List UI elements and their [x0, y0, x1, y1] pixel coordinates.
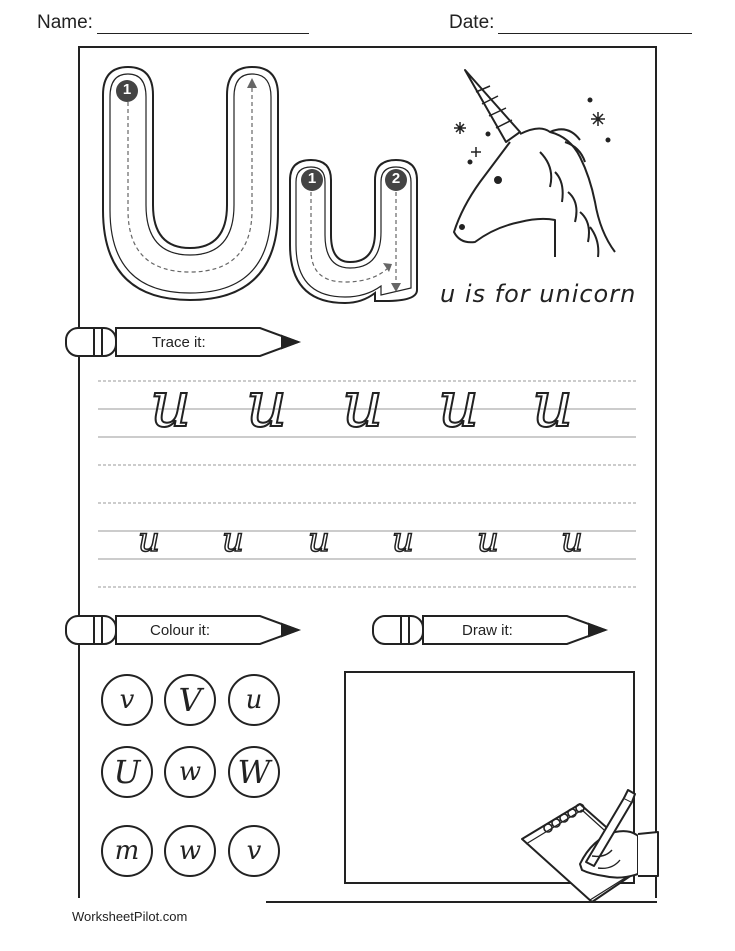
letter-bubble[interactable] [164, 746, 216, 798]
trace-letter[interactable]: u [438, 368, 480, 442]
name-label: Name: [37, 12, 93, 33]
letter-bubble[interactable] [101, 746, 153, 798]
trace-letter[interactable]: u [308, 520, 330, 560]
letter-bubble[interactable] [228, 825, 280, 877]
bubble-letter: U [113, 753, 141, 791]
letter-bubble[interactable] [228, 746, 280, 798]
bubble-letter: w [178, 836, 202, 866]
date-label: Date: [449, 12, 495, 33]
bubble-letter: V [178, 681, 202, 719]
bubble-letter: m [114, 836, 140, 866]
section-trace-label: Trace it: [152, 334, 206, 351]
letter-bubble[interactable] [101, 825, 153, 877]
footer-brand: WorksheetPilot.com [72, 909, 188, 924]
section-colour-label: Colour it: [150, 622, 211, 639]
letter-bubble[interactable] [164, 674, 216, 726]
trace-letter[interactable]: u [246, 368, 288, 442]
trace-letter[interactable]: u [150, 368, 192, 442]
bubble-letter: w [178, 757, 202, 787]
trace-letter[interactable]: u [138, 520, 160, 560]
letter-bubble[interactable] [101, 674, 153, 726]
stroke-num-2: 1 [307, 170, 317, 187]
trace-letter[interactable]: u [561, 520, 583, 560]
bubble-letter: u [245, 685, 263, 715]
trace-letter[interactable]: u [532, 368, 574, 442]
stroke-num-1: 1 [122, 81, 132, 98]
caption: u is for unicorn [440, 280, 637, 308]
bubble-letter: W [237, 753, 271, 791]
bubble-letter: v [246, 836, 262, 866]
trace-letter[interactable]: u [222, 520, 244, 560]
trace-letter[interactable]: u [342, 368, 384, 442]
notepad-hand-icon [520, 784, 660, 910]
trace-letter[interactable]: u [477, 520, 499, 560]
bubble-letter: v [119, 685, 135, 715]
section-draw-label: Draw it: [462, 622, 513, 639]
letter-bubble[interactable] [228, 674, 280, 726]
stroke-num-3: 2 [391, 170, 401, 187]
trace-letter[interactable]: u [392, 520, 414, 560]
letter-bubble[interactable] [164, 825, 216, 877]
